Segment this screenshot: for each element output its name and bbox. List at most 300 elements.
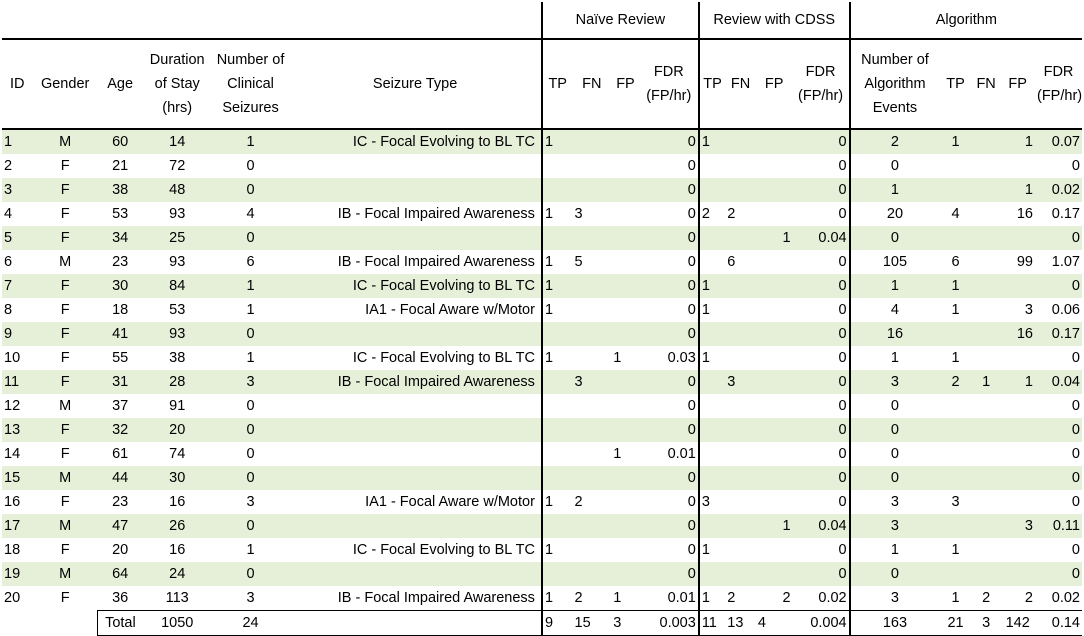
row-age: 38 xyxy=(98,178,143,202)
row-algo-tp: 1 xyxy=(951,302,960,318)
row-id: 14 xyxy=(4,446,21,462)
row-algo-fn xyxy=(972,274,1001,298)
row-num-clinical: 0 xyxy=(212,226,289,250)
total-cdss-fp: 4 xyxy=(756,611,793,636)
row-cdss-fp xyxy=(756,442,793,466)
row-id: 9 xyxy=(2,322,33,346)
row-id: 10 xyxy=(4,350,21,366)
row-algo-fn xyxy=(972,226,1001,250)
col-gender: Gender xyxy=(33,39,98,129)
row-algo-tp xyxy=(939,442,972,466)
col-algo-fn: FN xyxy=(972,39,1001,129)
col-algo-events: Number of Algorithm Events xyxy=(850,39,940,129)
row-cdss-fp xyxy=(756,129,793,154)
row-algo-tp xyxy=(939,394,972,418)
row-naive-fn xyxy=(573,322,612,346)
seizure-detection-table xyxy=(2,2,1082,636)
row-gender: F xyxy=(33,418,98,442)
row-naive-fn xyxy=(573,298,612,322)
row-seizure-type: IA1 - Focal Aware w/Motor xyxy=(365,494,535,510)
row-algo-tp: 1 xyxy=(951,350,960,366)
row-seizure-type xyxy=(289,466,542,490)
row-cdss-fp xyxy=(756,466,793,490)
row-cdss-fp xyxy=(756,346,793,370)
row-cdss-tp: 1 xyxy=(699,586,725,611)
row-algo-fdr: 0 xyxy=(1071,350,1080,366)
row-algo-fp xyxy=(1000,538,1035,562)
row-algo-events: 4 xyxy=(850,298,940,322)
row-naive-fp xyxy=(611,370,640,394)
row-naive-tp xyxy=(542,418,573,442)
row-algo-fp xyxy=(1000,274,1035,298)
row-num-clinical: 1 xyxy=(246,350,255,366)
row-age: 32 xyxy=(98,418,143,442)
row-algo-fdr: 0 xyxy=(1071,158,1080,174)
row-algo-fp xyxy=(1000,226,1035,250)
row-duration: 38 xyxy=(169,350,186,366)
col-naive-tp: TP xyxy=(542,39,573,129)
row-gender: F xyxy=(60,590,70,607)
row-seizure-type xyxy=(289,322,542,346)
row-seizure-type xyxy=(289,226,542,250)
row-gender: F xyxy=(33,226,98,250)
row-duration: 25 xyxy=(143,226,212,250)
row-cdss-fdr: 0 xyxy=(793,418,850,442)
row-naive-fdr: 0.03 xyxy=(667,350,696,366)
row-cdss-fdr: 0 xyxy=(838,350,847,366)
row-gender: M xyxy=(33,466,98,490)
row-algo-tp: 3 xyxy=(951,494,960,510)
row-cdss-fp: 2 xyxy=(782,590,791,606)
row-algo-fdr: 0.07 xyxy=(1035,129,1082,154)
total-row xyxy=(2,611,1082,636)
table-row xyxy=(2,178,1082,202)
row-cdss-tp: 3 xyxy=(699,490,725,514)
row-algo-tp: 2 xyxy=(939,370,972,394)
row-cdss-tp xyxy=(699,514,725,538)
col-naive-fp: FP xyxy=(611,39,640,129)
row-naive-fp xyxy=(611,250,640,274)
row-naive-tp: 1 xyxy=(542,490,573,514)
row-duration: 93 xyxy=(169,206,186,222)
row-gender: F xyxy=(60,158,70,174)
row-seizure-type xyxy=(289,418,542,442)
row-algo-events: 1 xyxy=(850,346,940,370)
row-naive-fn: 2 xyxy=(574,494,583,510)
table-row xyxy=(2,538,1082,562)
column-header-row xyxy=(2,39,1082,129)
total-clinical: 24 xyxy=(212,611,289,636)
row-naive-fp: 1 xyxy=(613,350,622,366)
col-cdss-fn: FN xyxy=(725,39,756,129)
row-duration: 28 xyxy=(143,370,212,394)
row-algo-events: 3 xyxy=(850,586,940,611)
total-algo-fdr: 0.14 xyxy=(1035,611,1082,636)
table-row xyxy=(2,202,1082,226)
total-naive-tp: 9 xyxy=(542,611,573,636)
row-id: 18 xyxy=(4,542,21,558)
total-algo-fp: 142 xyxy=(1000,611,1035,636)
table-row xyxy=(2,250,1082,274)
row-algo-fdr: 0.17 xyxy=(1051,206,1080,222)
row-cdss-fdr: 0 xyxy=(838,254,847,270)
row-duration: 24 xyxy=(143,562,212,586)
row-naive-fn xyxy=(573,514,612,538)
row-age: 21 xyxy=(112,158,129,174)
row-num-clinical: 3 xyxy=(246,590,255,606)
table-row xyxy=(2,442,1082,466)
row-cdss-tp: 1 xyxy=(699,298,725,322)
row-naive-fdr: 0 xyxy=(640,322,699,346)
row-algo-fdr: 0.06 xyxy=(1051,302,1080,318)
row-algo-events: 1 xyxy=(850,274,940,298)
row-algo-tp: 1 xyxy=(951,590,960,606)
table-row xyxy=(2,562,1082,586)
row-cdss-fn: 2 xyxy=(727,206,736,222)
row-id: 4 xyxy=(4,206,13,222)
row-seizure-type xyxy=(289,178,542,202)
row-algo-fdr: 0.04 xyxy=(1035,370,1082,394)
row-id: 8 xyxy=(4,302,13,318)
row-id: 20 xyxy=(4,590,21,607)
total-naive-fp: 3 xyxy=(611,611,640,636)
row-naive-tp: 1 xyxy=(542,202,573,226)
row-algo-fp xyxy=(1000,442,1035,466)
row-naive-fp: 1 xyxy=(613,590,622,606)
row-cdss-tp xyxy=(699,418,725,442)
row-cdss-fp xyxy=(756,322,793,346)
row-cdss-tp xyxy=(699,562,725,586)
row-algo-fdr: 0.11 xyxy=(1035,514,1082,538)
row-naive-tp xyxy=(542,562,573,586)
row-naive-fdr: 0 xyxy=(687,158,696,174)
row-gender: F xyxy=(60,350,70,366)
table-row xyxy=(2,346,1082,370)
row-duration: 74 xyxy=(169,446,186,462)
row-seizure-type xyxy=(289,394,542,418)
total-cdss-fdr: 0.004 xyxy=(793,611,850,636)
row-cdss-fdr: 0 xyxy=(793,370,850,394)
row-algo-fdr: 0 xyxy=(1071,398,1080,414)
row-cdss-fn xyxy=(725,226,756,250)
row-naive-fdr: 0 xyxy=(687,398,696,414)
row-naive-fp xyxy=(611,274,640,298)
row-algo-fp: 3 xyxy=(1024,302,1033,318)
row-cdss-fp xyxy=(756,274,793,298)
row-gender: M xyxy=(33,514,98,538)
row-naive-tp: 1 xyxy=(542,538,573,562)
row-id: 7 xyxy=(2,274,33,298)
total-cdss-fn: 13 xyxy=(725,611,756,636)
row-algo-fn xyxy=(972,202,1001,226)
row-age: 64 xyxy=(98,562,143,586)
row-id: 6 xyxy=(4,254,13,270)
row-seizure-type: IB - Focal Impaired Awareness xyxy=(289,370,542,394)
row-cdss-tp xyxy=(699,394,725,418)
row-cdss-fn xyxy=(725,298,756,322)
row-algo-events: 0 xyxy=(850,466,940,490)
table-body xyxy=(2,129,1082,611)
row-cdss-tp: 1 xyxy=(699,538,725,562)
row-num-clinical: 0 xyxy=(246,446,255,462)
col-cdss-fp: FP xyxy=(756,39,793,129)
row-algo-fn xyxy=(972,154,1001,178)
row-algo-fn: 2 xyxy=(982,590,991,606)
row-cdss-fdr: 0 xyxy=(838,494,847,510)
row-algo-events: 1 xyxy=(850,538,940,562)
row-naive-fp xyxy=(611,226,640,250)
row-duration: 48 xyxy=(143,178,212,202)
row-algo-events: 0 xyxy=(850,418,940,442)
row-algo-fp xyxy=(1000,466,1035,490)
row-algo-tp xyxy=(939,562,972,586)
total-algo-fn: 3 xyxy=(972,611,1001,636)
row-algo-fp: 99 xyxy=(1016,254,1033,270)
row-gender: F xyxy=(60,302,70,318)
row-cdss-tp xyxy=(699,226,725,250)
row-naive-fdr: 0 xyxy=(687,302,696,318)
row-cdss-fdr: 0.04 xyxy=(793,226,850,250)
row-id: 17 xyxy=(2,514,33,538)
row-naive-tp xyxy=(542,226,573,250)
row-algo-events: 20 xyxy=(850,202,940,226)
row-naive-fn xyxy=(573,154,612,178)
row-algo-events: 0 xyxy=(850,394,940,418)
row-algo-events: 3 xyxy=(850,490,940,514)
row-id: 16 xyxy=(4,494,21,510)
row-age: 44 xyxy=(98,466,143,490)
row-cdss-fdr: 0.02 xyxy=(818,590,847,606)
row-duration: 16 xyxy=(169,494,186,510)
row-naive-fn xyxy=(573,394,612,418)
row-naive-fp xyxy=(611,322,640,346)
row-algo-fdr: 1.07 xyxy=(1051,254,1080,270)
row-algo-tp: 1 xyxy=(939,129,972,154)
row-gender: F xyxy=(33,322,98,346)
row-gender: F xyxy=(33,370,98,394)
row-algo-events: 2 xyxy=(850,129,940,154)
row-naive-fdr: 0 xyxy=(687,542,696,558)
row-cdss-fn: 6 xyxy=(727,254,736,270)
row-naive-fn xyxy=(573,538,612,562)
row-algo-fn xyxy=(972,178,1001,202)
row-age: 55 xyxy=(112,350,129,366)
col-algo-fp: FP xyxy=(1000,39,1035,129)
row-algo-fdr: 0 xyxy=(1035,226,1082,250)
row-cdss-fn xyxy=(725,322,756,346)
row-naive-fn xyxy=(573,418,612,442)
row-algo-fp xyxy=(1000,154,1035,178)
row-cdss-fdr: 0 xyxy=(793,562,850,586)
row-cdss-fn xyxy=(725,514,756,538)
row-num-clinical: 3 xyxy=(246,494,255,510)
row-naive-fn xyxy=(573,466,612,490)
row-naive-fdr: 0 xyxy=(687,254,696,270)
row-id: 1 xyxy=(2,129,33,154)
col-id: ID xyxy=(2,39,33,129)
row-naive-fdr: 0 xyxy=(640,370,699,394)
row-age: 47 xyxy=(98,514,143,538)
row-seizure-type: IC - Focal Evolving to BL TC xyxy=(352,542,535,558)
row-naive-tp xyxy=(542,442,573,466)
row-duration: 72 xyxy=(169,158,186,174)
row-num-clinical: 1 xyxy=(212,274,289,298)
row-cdss-fp xyxy=(756,202,793,226)
row-algo-fp: 2 xyxy=(1024,590,1033,606)
row-age: 60 xyxy=(98,129,143,154)
row-id: 2 xyxy=(4,158,13,174)
row-naive-tp xyxy=(542,514,573,538)
row-naive-fn: 3 xyxy=(573,370,612,394)
row-cdss-fn xyxy=(725,466,756,490)
row-duration: 14 xyxy=(143,129,212,154)
row-naive-fdr: 0 xyxy=(640,418,699,442)
row-algo-events: 0 xyxy=(850,442,940,466)
row-seizure-type xyxy=(289,154,542,178)
row-duration: 93 xyxy=(143,322,212,346)
row-gender: F xyxy=(33,274,98,298)
row-naive-fn xyxy=(573,442,612,466)
row-algo-events: 3 xyxy=(850,370,940,394)
row-algo-fdr: 0 xyxy=(1035,562,1082,586)
total-algo-tp: 21 xyxy=(939,611,972,636)
row-cdss-fn xyxy=(725,178,756,202)
row-algo-fp xyxy=(1000,418,1035,442)
row-naive-fdr: 0 xyxy=(640,178,699,202)
row-naive-fdr: 0 xyxy=(640,274,699,298)
row-cdss-fn xyxy=(725,154,756,178)
row-cdss-fp xyxy=(756,418,793,442)
row-algo-fn xyxy=(972,466,1001,490)
row-naive-fn xyxy=(573,274,612,298)
row-cdss-fdr: 0 xyxy=(838,446,847,462)
row-naive-fdr: 0 xyxy=(640,129,699,154)
row-algo-fp: 16 xyxy=(1000,322,1035,346)
col-algo-fdr: FDR (FP/hr) xyxy=(1035,39,1082,129)
col-naive-fn: FN xyxy=(573,39,612,129)
row-cdss-fp xyxy=(756,370,793,394)
row-duration: 113 xyxy=(165,590,189,606)
row-naive-fp xyxy=(611,394,640,418)
row-algo-fn xyxy=(972,322,1001,346)
row-seizure-type xyxy=(289,442,542,466)
row-cdss-fn xyxy=(725,442,756,466)
row-cdss-tp: 1 xyxy=(699,346,725,370)
row-naive-fdr: 0 xyxy=(640,562,699,586)
row-duration: 26 xyxy=(143,514,212,538)
row-cdss-fdr: 0 xyxy=(838,398,847,414)
row-algo-tp xyxy=(939,154,972,178)
row-cdss-fp: 1 xyxy=(756,514,793,538)
row-algo-fdr: 0 xyxy=(1071,446,1080,462)
row-num-clinical: 0 xyxy=(212,562,289,586)
col-age: Age xyxy=(98,39,143,129)
row-age: 20 xyxy=(112,542,129,558)
row-cdss-fn xyxy=(725,274,756,298)
row-id: 11 xyxy=(2,370,33,394)
row-cdss-tp: 1 xyxy=(699,274,725,298)
group-review-cdss: Review with CDSS xyxy=(699,2,850,39)
row-cdss-fdr: 0 xyxy=(793,129,850,154)
table-row xyxy=(2,466,1082,490)
row-age: 37 xyxy=(112,398,129,414)
row-age: 36 xyxy=(112,590,129,606)
row-algo-fdr: 0 xyxy=(1035,274,1082,298)
row-naive-fdr: 0 xyxy=(640,466,699,490)
row-age: 61 xyxy=(112,446,129,462)
row-num-clinical: 0 xyxy=(246,158,255,174)
row-algo-fp xyxy=(1000,394,1035,418)
row-naive-fp xyxy=(611,538,640,562)
row-algo-fp: 1 xyxy=(1000,370,1035,394)
row-cdss-fdr: 0 xyxy=(838,302,847,318)
row-cdss-tp xyxy=(699,322,725,346)
row-num-clinical: 0 xyxy=(212,466,289,490)
row-num-clinical: 0 xyxy=(212,514,289,538)
row-gender: M xyxy=(33,562,98,586)
row-age: 31 xyxy=(98,370,143,394)
row-cdss-tp xyxy=(699,250,725,274)
row-algo-fn xyxy=(972,514,1001,538)
row-cdss-fn: 3 xyxy=(725,370,756,394)
row-algo-fp xyxy=(1000,490,1035,514)
row-gender: F xyxy=(33,178,98,202)
row-naive-tp xyxy=(542,394,573,418)
row-age: 30 xyxy=(98,274,143,298)
row-cdss-fn xyxy=(725,538,756,562)
row-naive-tp: 1 xyxy=(542,346,573,370)
total-algo-events: 163 xyxy=(850,611,940,636)
row-cdss-fdr: 0 xyxy=(793,322,850,346)
row-cdss-fn: 2 xyxy=(727,590,736,606)
row-id: 12 xyxy=(4,398,21,414)
total-cdss-tp: 11 xyxy=(699,611,725,636)
row-cdss-fdr: 0 xyxy=(793,466,850,490)
row-algo-fdr: 0 xyxy=(1035,466,1082,490)
row-algo-events: 3 xyxy=(850,514,940,538)
col-seizure-type: Seizure Type xyxy=(289,39,542,129)
row-id: 19 xyxy=(2,562,33,586)
row-cdss-tp xyxy=(699,442,725,466)
row-naive-fdr: 0 xyxy=(640,226,699,250)
row-cdss-fn xyxy=(725,562,756,586)
row-naive-fp xyxy=(611,514,640,538)
group-algorithm: Algorithm xyxy=(850,2,1082,39)
row-algo-tp: 1 xyxy=(939,274,972,298)
col-cdss-fdr: FDR (FP/hr) xyxy=(793,39,850,129)
row-seizure-type: IC - Focal Evolving to BL TC xyxy=(289,129,542,154)
row-duration: 93 xyxy=(169,254,186,270)
row-cdss-fn xyxy=(725,346,756,370)
row-naive-tp xyxy=(542,178,573,202)
total-duration: 1050 xyxy=(143,611,212,636)
row-num-clinical: 0 xyxy=(212,418,289,442)
row-cdss-fp xyxy=(756,154,793,178)
row-gender: M xyxy=(33,129,98,154)
row-cdss-fn xyxy=(725,418,756,442)
row-algo-fp: 1 xyxy=(1000,178,1035,202)
row-gender: F xyxy=(60,494,70,510)
row-cdss-tp xyxy=(699,178,725,202)
row-algo-fp: 1 xyxy=(1000,129,1035,154)
row-algo-events: 1 xyxy=(850,178,940,202)
row-naive-fp xyxy=(611,154,640,178)
row-algo-fn xyxy=(972,490,1001,514)
row-id: 13 xyxy=(2,418,33,442)
row-naive-fp xyxy=(611,418,640,442)
row-algo-tp: 1 xyxy=(951,542,960,558)
row-age: 34 xyxy=(98,226,143,250)
